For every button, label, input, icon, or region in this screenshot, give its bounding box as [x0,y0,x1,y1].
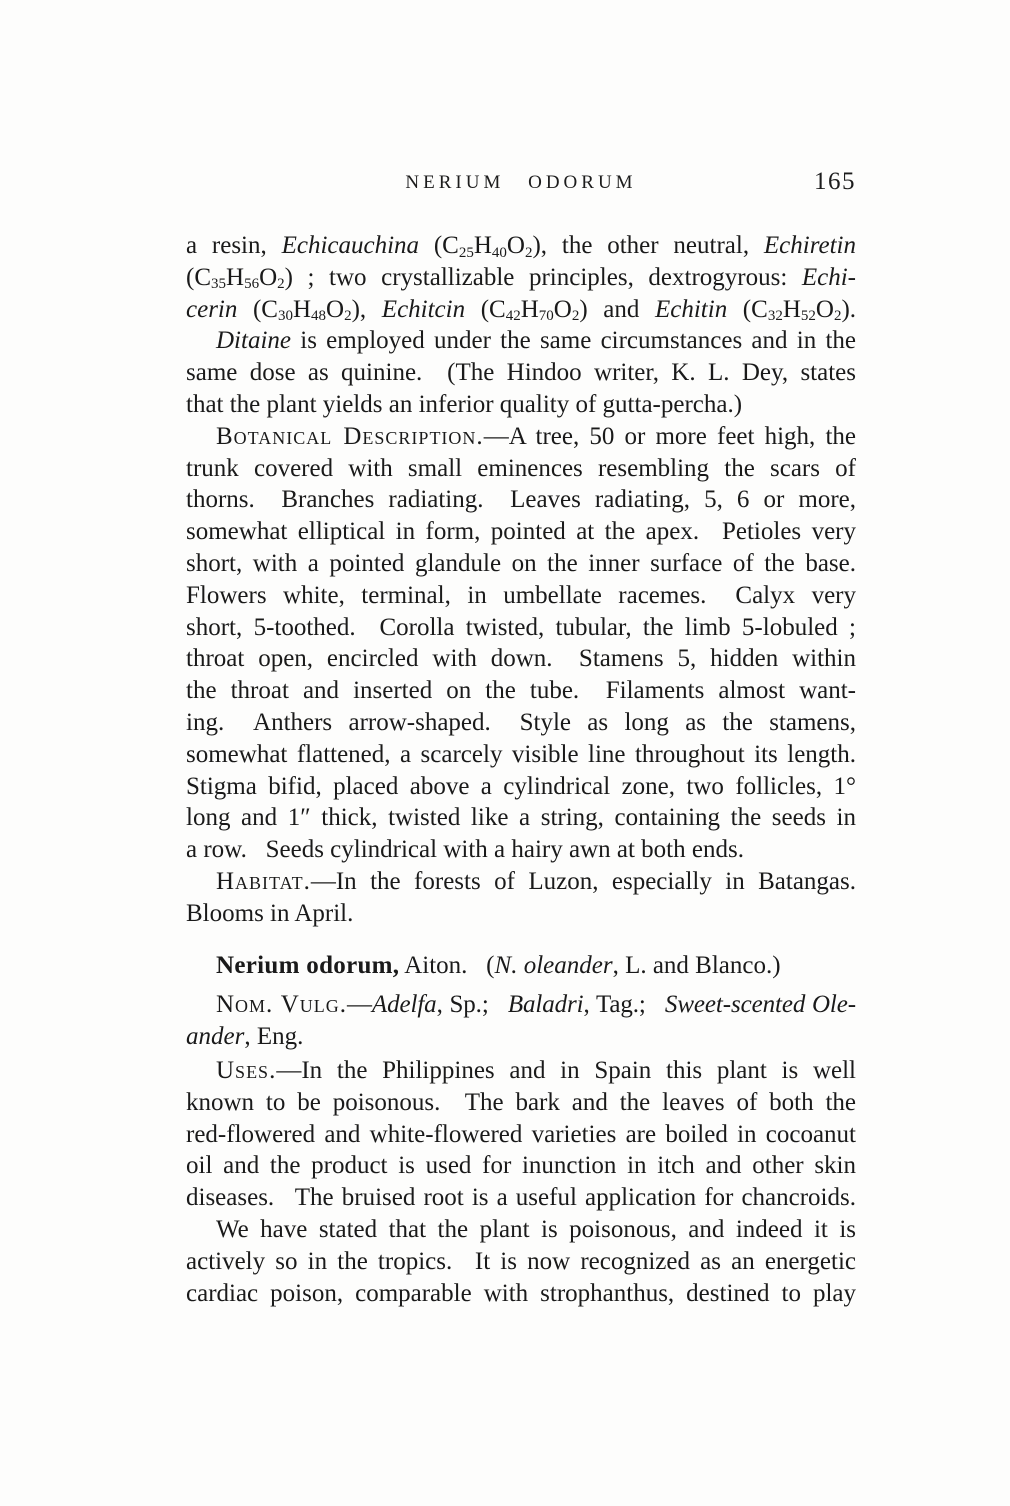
text-segment: ). [841,295,857,323]
formula-subscript: 2 [833,308,842,325]
text-line [186,1246,856,1278]
text-line [186,1278,856,1310]
text-line [186,1150,856,1182]
text-segment: Stigma bifid, placed above a cylindrical zone, two follicles, 1° [186,772,856,800]
formula-subscript: 32 [767,308,783,325]
text-line [186,950,856,982]
text-segment: trunk covered with small eminences resembling the scars of [186,454,856,482]
text-segment: —In the Philippines and in Spain this plant is well [276,1056,856,1084]
text-segment: oil and the product is used for inunction in itch and other skin [186,1152,856,1180]
paragraph-poisonous-note [186,1214,856,1309]
text-segment: , Sp.; [436,991,508,1019]
text-segment: Blooms in April. [186,899,354,927]
text-segment: O [506,232,525,259]
text-segment: (C [186,263,211,291]
text-segment: H [473,232,492,259]
text-line [186,1119,856,1151]
text-segment: Echiretin [763,232,856,259]
text-line [186,1021,856,1053]
text-segment: We have stated that the plant is poisonous, and indeed it is [216,1215,856,1243]
text-line [186,325,856,357]
formula-subscript: 52 [800,308,816,325]
text-segment: (C [465,295,506,323]
paragraph-resin-constituents [186,230,856,325]
text-segment: cerin [186,295,238,323]
text-segment: Baladri [507,991,584,1019]
paragraph-habitat [186,866,856,930]
formula-subscript: 70 [538,308,554,325]
text-line [186,834,856,866]
text-line [186,548,856,580]
text-segment: Echitin [654,295,728,323]
formula-subscript: 2 [344,308,352,325]
text-segment: somewhat flattened, a scarcely visible line throughout its length. [186,740,856,768]
formula-subscript: 42 [505,308,521,325]
text-segment: O [259,263,278,291]
text-segment: —In the forests of Luzon, especially in Batangas. [310,867,856,895]
text-segment: (C [419,232,459,259]
text-segment: is employed under the same circumstances and in the [291,327,856,355]
text-segment: Uses. [216,1056,277,1084]
page-header [186,168,856,204]
text-line [186,421,856,453]
text-line [186,866,856,898]
text-segment: short, 5-toothed. Corolla twisted, tubular, the limb 5-lobuled ; [186,613,856,641]
text-segment: a resin, [186,232,282,259]
text-segment: , L. and Blanco.) [612,951,781,979]
text-line [186,675,856,707]
text-segment: red-flowered and white-flowered varieties are boiled in cocoanut [186,1120,856,1148]
formula-subscript: 2 [524,244,533,261]
text-segment: diseases. The bruised root is a useful application for chancroids. [186,1184,856,1212]
text-line [186,453,856,485]
formula-subscript: 30 [277,308,293,325]
text-line [186,1087,856,1119]
text-segment: Flowers white, terminal, in umbellate racemes. Calyx very [186,581,856,609]
text-line [186,484,856,516]
text-segment: ) ; two crystallizable principles, dextrogyrous: [284,263,802,291]
text-line [186,802,856,834]
heading-nerium-odorum [186,950,856,982]
text-line [186,516,856,548]
text-segment: , Eng. [244,1023,304,1051]
formula-subscript: 48 [311,308,327,325]
text-segment: that the plant yields an inferior quality of gutta-percha.) [186,390,743,418]
text-segment: Echitcin [381,295,466,323]
formula-subscript: 40 [491,244,507,261]
text-segment: — [347,991,372,1019]
text-segment: Nom. Vulg. [216,991,347,1019]
formula-subscript: 2 [277,276,285,293]
formula-subscript: 2 [571,308,580,325]
text-line [186,389,856,421]
paragraph-uses [186,1055,856,1214]
text-line [186,612,856,644]
formula-subscript: 56 [244,276,260,293]
page-body [186,230,856,1309]
text-segment: Botanical Description. [216,422,484,450]
text-line [186,230,856,262]
paragraph-nom-vulg [186,989,856,1053]
formula-subscript: 25 [458,244,474,261]
text-segment: ), [351,295,382,323]
text-line [186,707,856,739]
text-segment: somewhat elliptical in form, pointed at the apex. Petioles very [186,518,856,546]
text-segment: throat open, encircled with down. Stamens 5, hidden within [186,645,856,673]
text-line [186,294,856,326]
text-segment: ing. Anthers arrow-shaped. Style as long as the stamens, [186,708,856,736]
text-segment: H [520,295,539,323]
text-line [186,771,856,803]
text-segment: Ditaine [216,327,291,355]
text-line [186,357,856,389]
paragraph-ditaine-use [186,325,856,420]
text-segment: , Tag.; [583,991,665,1019]
text-segment: (C [237,295,278,323]
text-segment: H [226,263,245,291]
text-segment: ander [186,1023,245,1051]
text-segment: known to be poisonous. The bark and the leaves of both the [186,1088,856,1116]
text-segment: H [782,295,801,323]
paragraph-botanical-description [186,421,856,866]
text-segment: a row. Seeds cylindrical with a hairy awn at both ends. [186,836,744,864]
text-segment: (C [727,295,768,323]
running-title: NERIUM ODORUM [405,172,637,193]
text-line [186,1055,856,1087]
text-segment: O [326,295,345,323]
text-line [186,898,856,930]
text-segment: —A tree, 50 or more feet high, the [483,422,856,450]
text-segment: Sweet-scented Ole- [664,991,856,1019]
text-segment: short, with a pointed glandule on the inner surface of the base. [186,549,856,577]
text-segment: thorns. Branches radiating. Leaves radiating, 5, 6 or more, [186,486,856,514]
text-segment: O [553,295,572,323]
text-line [186,643,856,675]
text-segment: Adelfa [371,991,437,1019]
text-segment: ) and [579,295,655,323]
text-segment: O [815,295,834,323]
text-line [186,262,856,294]
text-segment: Nerium odorum, [216,951,400,979]
text-segment: the throat and inserted on the tube. Filaments almost want- [186,677,856,705]
text-segment: cardiac poison, comparable with strophanthus, destined to play [186,1279,856,1307]
text-segment: same dose as quinine. (The Hindoo writer, K. L. Dey, states [186,359,856,387]
page-number: 165 [814,168,856,195]
text-line [186,1214,856,1246]
text-line [186,580,856,612]
text-segment: Echicauchina [281,232,420,259]
text-segment: Echi- [801,263,856,291]
text-line [186,989,856,1021]
text-line [186,739,856,771]
text-segment: Aiton. ( [399,951,495,979]
text-segment: H [292,295,312,323]
text-segment: long and 1″ thick, twisted like a string, containing the seeds in [186,804,856,832]
text-line [186,1182,856,1214]
formula-subscript: 35 [211,276,226,293]
text-segment: actively so in the tropics. It is now recognized as an energetic [186,1247,856,1275]
text-segment: ), the other neutral, [532,232,764,259]
text-segment: Habitat. [216,867,311,895]
text-segment: N. oleander [494,951,613,979]
